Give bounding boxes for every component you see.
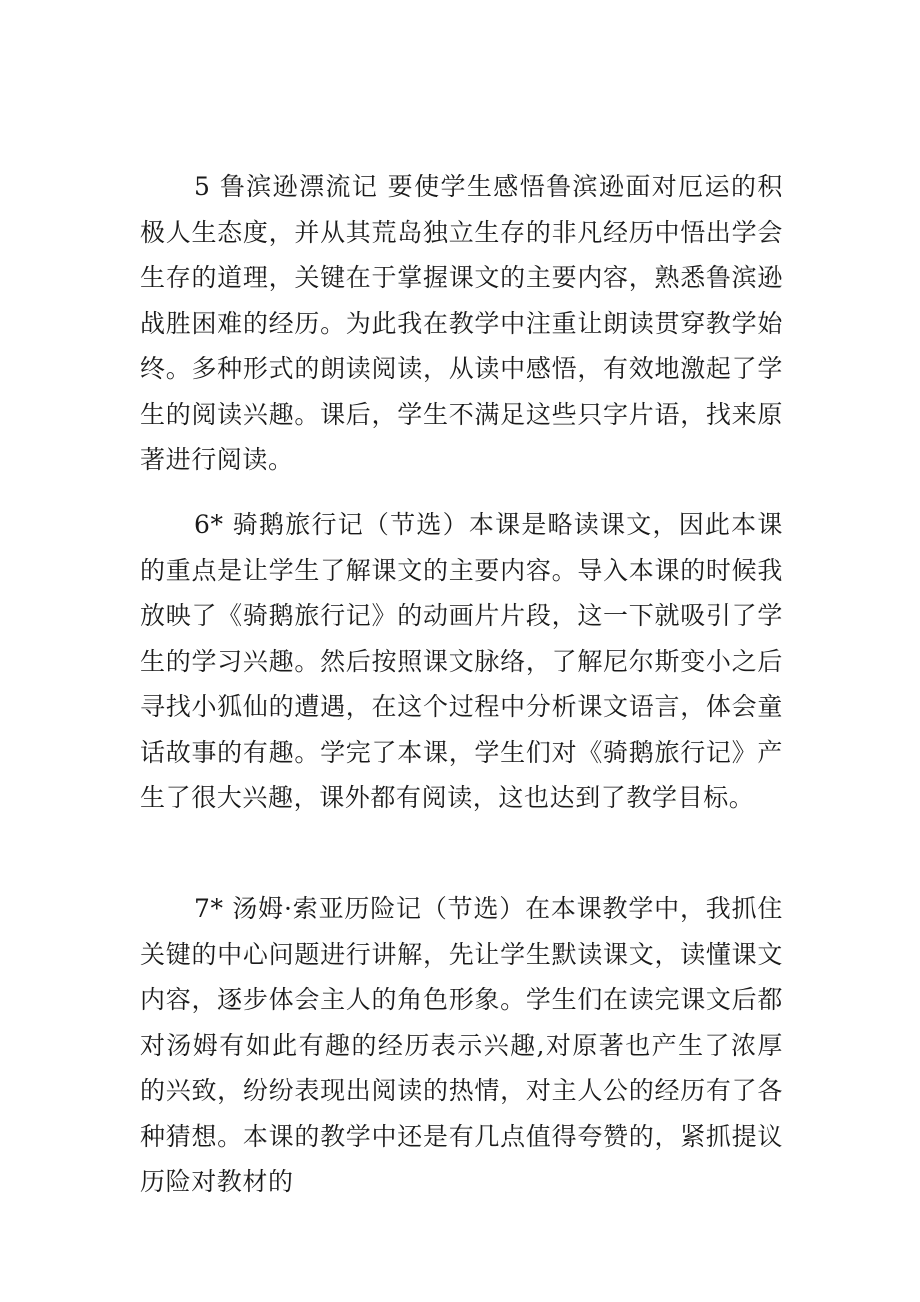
paragraph-lesson-6: 6* 骑鹅旅行记（节选）本课是略读课文，因此本课的重点是让学生了解课文的主要内容。导入本课的时候我放映了《骑鹅旅行记》的动画片片段，这一下就吸引了学生的学习兴趣。然后按照课文脉络，了解尼尔斯变小之后寻找小狐仙的遭遇，在这个过程中分析课文语言，体会童话故事的有趣。学完了本课，学生们对《骑鹅旅行记》产生了很大兴趣，课外都有阅读，这也达到了教学目标。 (140, 510, 783, 812)
paragraph-lesson-5: 5 鲁滨逊漂流记 要使学生感悟鲁滨逊面对厄运的积极人生态度，并从其荒岛独立生存的非凡经历中悟出学会生存的道理，关键在于掌握课文的主要内容，熟悉鲁滨逊战胜困难的经历。为此我在教学中注重让朗读贯穿教学始终。多种形式的朗读阅读，从读中感悟，有效地激起了学生的阅读兴趣。课后，学生不满足这些只字片语，找来原著进行阅读。 (140, 172, 783, 474)
paragraph-lesson-7: 7* 汤姆·索亚历险记（节选）在本课教学中，我抓住关键的中心问题进行讲解，先让学生默读课文，读懂课文内容，逐步体会主人的角色形象。学生们在读完课文后都对汤姆有如此有趣的经历表示兴趣,对原著也产生了浓厚的兴致，纷纷表现出阅读的热情，对主人公的经历有了各种猜想。本课的教学中还是有几点值得夸赞的，紧抓提议历险对教材的 (140, 894, 783, 1196)
